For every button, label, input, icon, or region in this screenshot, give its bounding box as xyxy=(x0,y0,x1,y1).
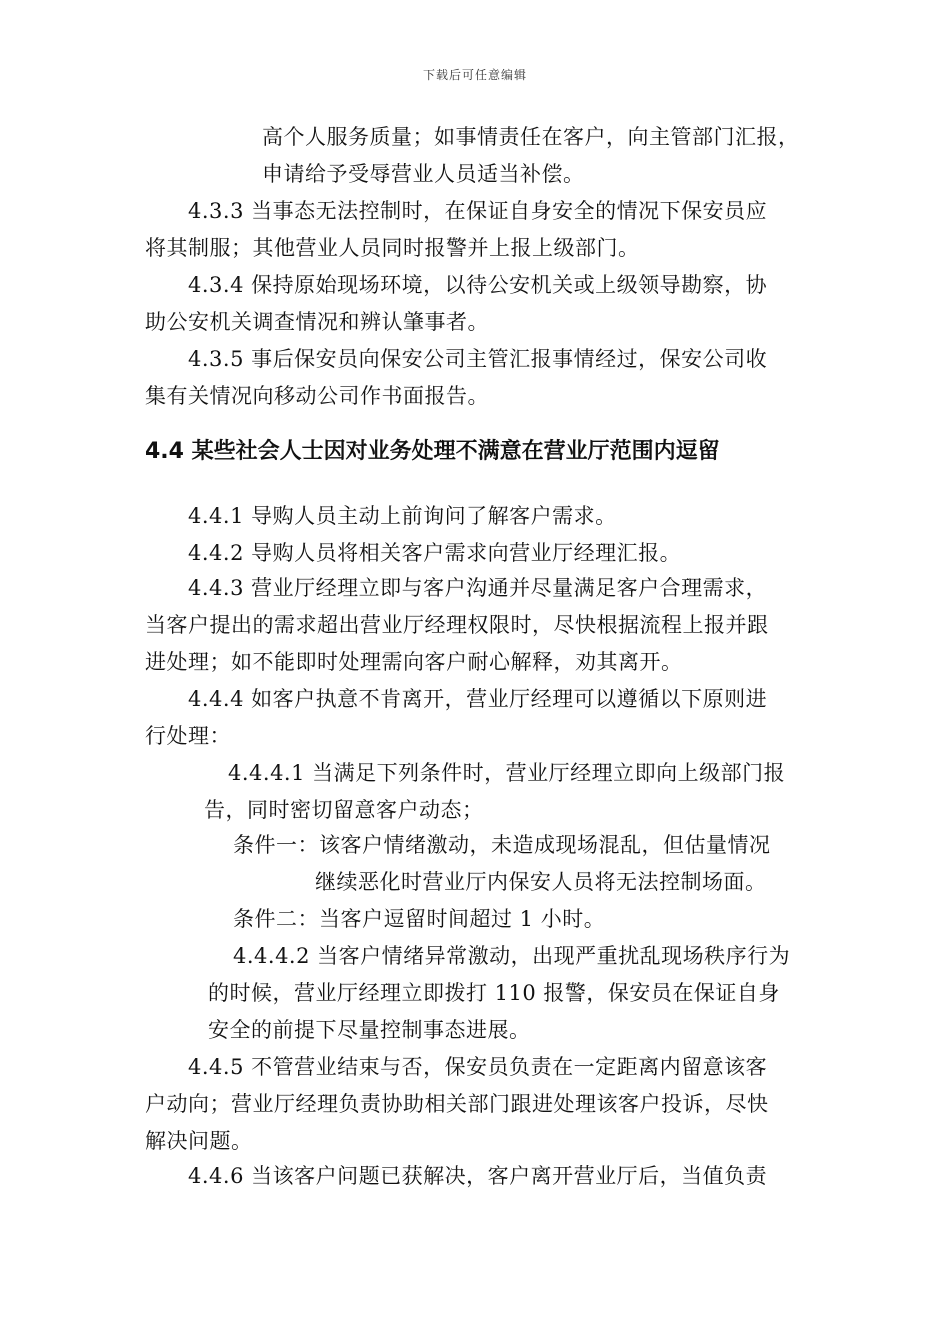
text-line: 安全的前提下尽量控制事态进展。 xyxy=(208,1018,531,1042)
text-line: 4.4.4.2 当客户情绪异常激动，出现严重扰乱现场秩序行为 xyxy=(233,944,791,968)
text-line: 4.3.5 事后保安员向保安公司主管汇报事情经过，保安公司收 xyxy=(188,347,768,371)
text-line: 4.4.4 如客户执意不肯离开，营业厅经理可以遵循以下原则进 xyxy=(188,687,768,711)
text-line: 4.3.4 保持原始现场环境，以待公安机关或上级领导勘察，协 xyxy=(188,273,768,297)
text-line: 的时候，营业厅经理立即拨打 110 报警，保安员在保证自身 xyxy=(208,981,780,1005)
text-line: 4.4.3 营业厅经理立即与客户沟通并尽量满足客户合理需求， xyxy=(188,576,768,600)
text-line: 4.4.6 当该客户问题已获解决，客户离开营业厅后，当值负责 xyxy=(188,1164,768,1188)
text-line: 条件二：当客户逗留时间超过 1 小时。 xyxy=(233,907,606,931)
text-line: 4.3.3 当事态无法控制时，在保证自身安全的情况下保安员应 xyxy=(188,199,768,223)
text-line: 集有关情况向移动公司作书面报告。 xyxy=(145,384,489,408)
text-line: 高个人服务质量；如事情责任在客户，向主管部门汇报， xyxy=(262,125,800,149)
text-line: 行处理： xyxy=(145,724,231,748)
text-line: 4.4.4.1 当满足下列条件时，营业厅经理立即向上级部门报 xyxy=(228,761,786,785)
text-line: 解决问题。 xyxy=(145,1129,253,1153)
text-line: 户动向；营业厅经理负责协助相关部门跟进处理该客户投诉，尽快 xyxy=(145,1092,769,1116)
text-line: 4.4.5 不管营业结束与否，保安员负责在一定距离内留意该客 xyxy=(188,1055,768,1079)
page-header: 下载后可任意编辑 xyxy=(422,68,527,82)
text-line: 将其制服；其他营业人员同时报警并上报上级部门。 xyxy=(145,236,640,260)
text-line: 申请给予受辱营业人员适当补偿。 xyxy=(262,162,585,186)
text-line: 条件一：该客户情绪激动，未造成现场混乱，但估量情况 xyxy=(233,833,771,857)
text-line: 继续恶化时营业厅内保安人员将无法控制场面。 xyxy=(315,870,767,894)
text-line: 4.4.1 导购人员主动上前询问了解客户需求。 xyxy=(188,504,617,528)
text-line: 告，同时密切留意客户动态； xyxy=(204,798,484,822)
text-line: 4.4.2 导购人员将相关客户需求向营业厅经理汇报。 xyxy=(188,541,682,565)
section-heading: 4.4 某些社会人士因对业务处理不满意在营业厅范围内逗留 xyxy=(145,439,720,464)
text-line: 助公安机关调查情况和辨认肇事者。 xyxy=(145,310,489,334)
text-line: 进处理；如不能即时处理需向客户耐心解释，劝其离开。 xyxy=(145,650,683,674)
text-line: 当客户提出的需求超出营业厅经理权限时，尽快根据流程上报并跟 xyxy=(145,613,769,637)
